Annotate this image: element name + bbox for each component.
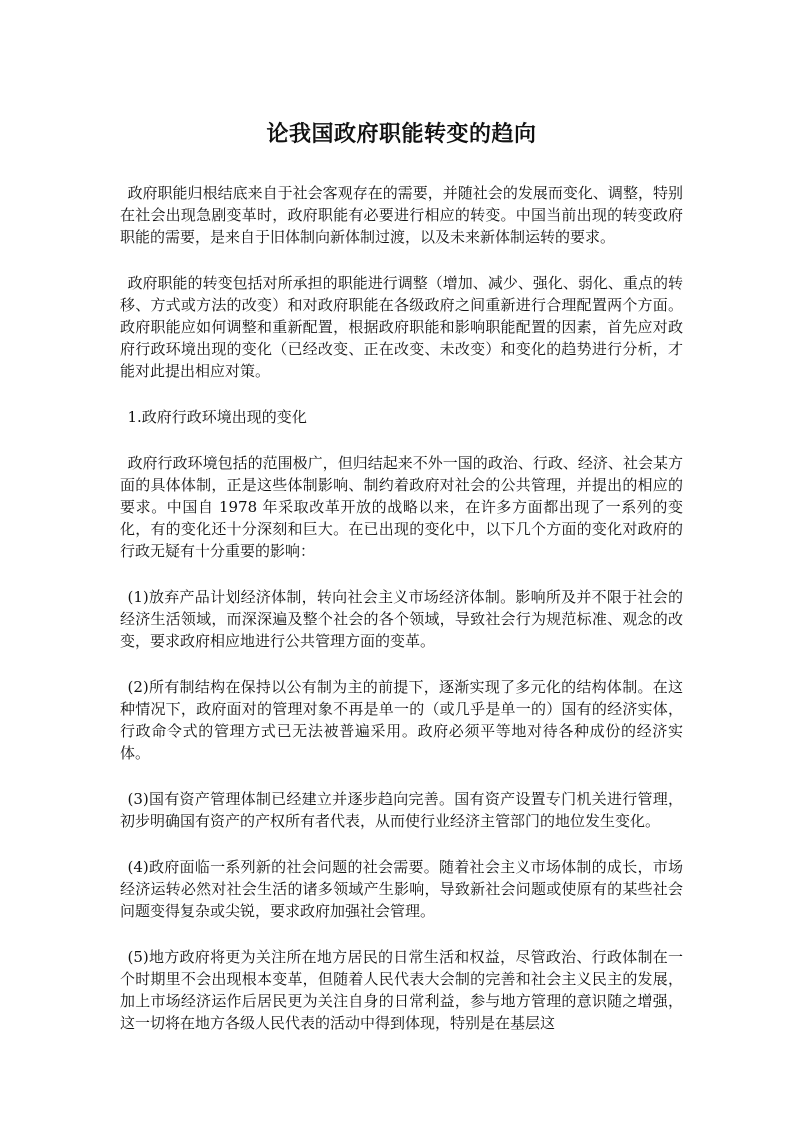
paragraph-item-5: (5)地方政府将更为关注所在地方居民的日常生活和权益，尽管政治、行政体制在一个时期里不会出现根本变革，但随着人民代表大会制的完善和社会主义民主的发展，加上市场经济运作后居民更为关注自身的日常利益，参与地方管理的意识随之增强，这一切将在地方各级人民代表的活动中得到体现，特别是在基层这 bbox=[120, 948, 683, 1032]
document-body bbox=[120, 182, 683, 1034]
paragraph-transformation: 政府职能的转变包括对所承担的职能进行调整（增加、减少、强化、弱化、重点的转移、方式或方法的改变）和对政府职能在各级政府之间重新进行合理配置两个方面。政府职能应如何调整和重新配置，根据政府职能和影响职能配置的因素，首先应对政府行政环境出现的变化（已经改变、正在改变、未改变）和变化的趋势进行分析，才能对此提出相应对策。 bbox=[120, 274, 683, 380]
paragraph-intro: 政府职能归根结底来自于社会客观存在的需要，并随社会的发展而变化、调整，特别在社会出现急剧变革时，政府职能有必要进行相应的转变。中国当前出现的转变政府职能的需要，是来自于旧体制向新体制过渡，以及未来新体制运转的要求。 bbox=[120, 184, 683, 246]
paragraph-environment: 政府行政环境包括的范围极广，但归结起来不外一国的政治、行政、经济、社会某方面的具体体制，正是这些体制影响、制约着政府对社会的公共管理，并提出的相应的要求。中国自 1978 年采取改革开放的战略以来，在许多方面都出现了一系列的变化，有的变化还十分深刻和巨大。在已出现的变化中，以下几个方面的变化对政府的行政无疑有十分重要的影响： bbox=[120, 454, 683, 560]
paragraph-item-1: (1)放弃产品计划经济体制，转向社会主义市场经济体制。影响所及并不限于社会的经济生活领域，而深深遍及整个社会的各个领域，导致社会行为规范标准、观念的改变，要求政府相应地进行公共管理方面的变革。 bbox=[120, 588, 683, 650]
document-title: 论我国政府职能转变的趋向 bbox=[266, 122, 537, 147]
paragraph-item-4: (4)政府面临一系列新的社会问题的社会需要。随着社会主义市场体制的成长，市场经济运转必然对社会生活的诸多领域产生影响，导致新社会问题或使原有的某些社会问题变得复杂或尖锐，要求政府加强社会管理。 bbox=[120, 858, 683, 920]
paragraph-item-2: (2)所有制结构在保持以公有制为主的前提下，逐渐实现了多元化的结构体制。在这种情况下，政府面对的管理对象不再是单一的（或几乎是单一的）国有的经济实体，行政命令式的管理方式已无法被普遍采用。政府必须平等地对待各种成份的经济实体。 bbox=[120, 678, 683, 762]
section-heading: 1.政府行政环境出现的变化 bbox=[127, 408, 307, 426]
paragraph-item-3: (3)国有资产管理体制已经建立并逐步趋向完善。国有资产设置专门机关进行管理，初步明确国有资产的产权所有者代表，从而使行业经济主管部门的地位发生变化。 bbox=[120, 790, 683, 830]
